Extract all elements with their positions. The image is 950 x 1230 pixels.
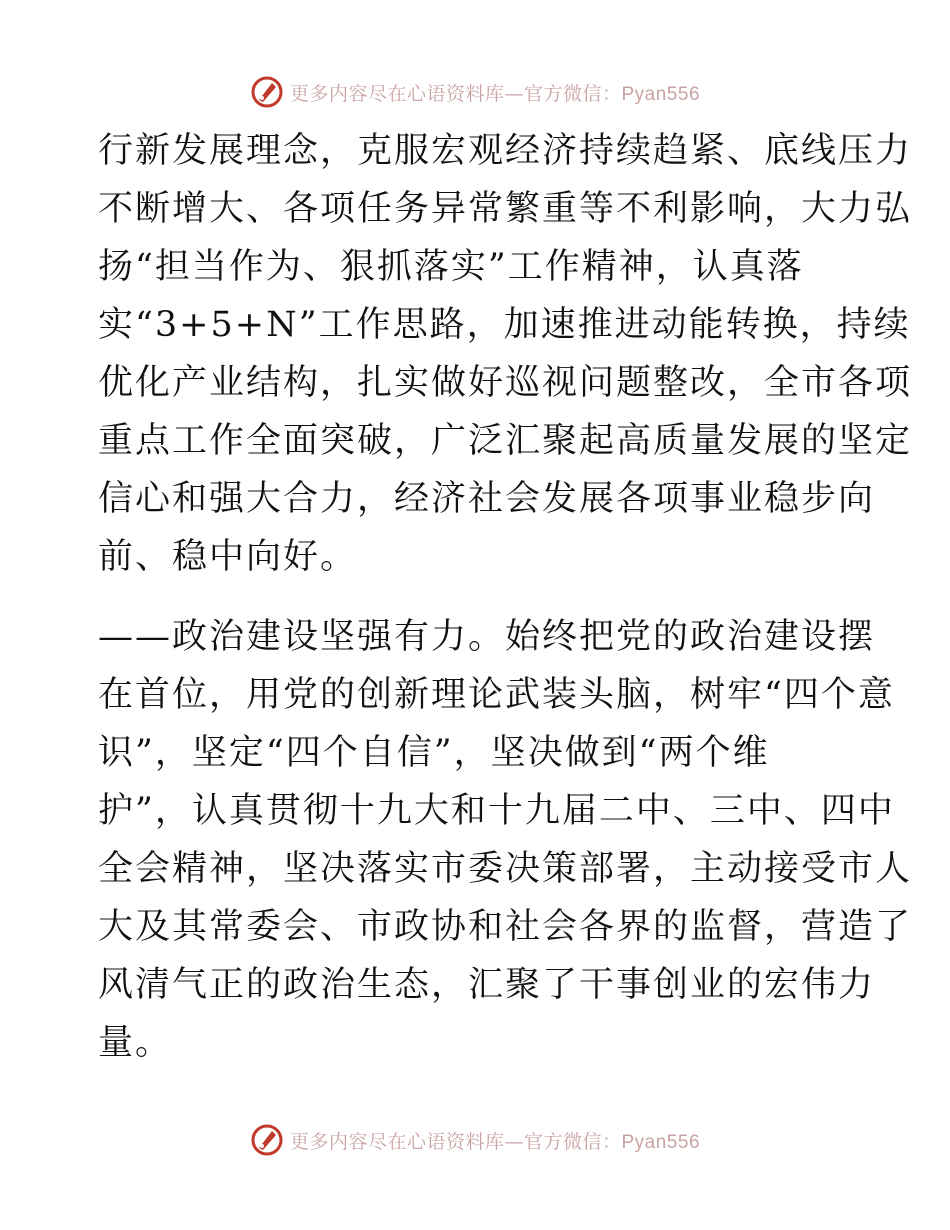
document-body (98, 122, 913, 1072)
text-line: 行新发展理念，克服宏观经济持续趋紧、底线压力 (98, 131, 913, 171)
text-line: 护”，认真贯彻十九大和十九届二中、三中、四中 (98, 791, 895, 831)
text-line: 大及其常委会、市政协和社会各界的监督，营造了 (98, 907, 913, 947)
text-line: 不断增大、各项任务异常繁重等不利影响，大力弘 (98, 189, 913, 229)
text-line: 识”，坚定“四个自信”，坚决做到“两个维 (98, 733, 770, 773)
text-line: 全会精神，坚决落实市委决策部署，主动接受市人 (98, 849, 913, 889)
paragraph (98, 608, 913, 1072)
text-line: 优化产业结构，扎实做好巡视问题整改，全市各项 (98, 363, 913, 403)
watermark-text: 更多内容尽在心语资料库—官方微信：Pyan556 (289, 1130, 701, 1153)
pen-nib-logo-icon (250, 75, 284, 109)
text-line: 重点工作全面突破，广泛汇聚起高质量发展的坚定 (98, 421, 913, 461)
header-watermark-banner (0, 70, 950, 114)
paragraph-spacer (98, 586, 858, 608)
text-line: 扬“担当作为、狠抓落实”工作精神，认真落 (98, 247, 804, 287)
text-line: 信心和强大合力，经济社会发展各项事业稳步向 (98, 479, 876, 519)
text-line: ——政治建设坚强有力。始终把党的政治建设摆 (98, 617, 876, 657)
text-line: 风清气正的政治生态，汇聚了干事创业的宏伟力 (98, 965, 876, 1005)
text-line: 量。 (98, 1023, 173, 1063)
footer-watermark-banner (0, 1118, 950, 1162)
text-line: 在首位，用党的创新理论武装头脑，树牢“四个意 (98, 675, 895, 715)
text-line: 实“3+5+N”工作思路，加速推进动能转换，持续 (98, 305, 911, 345)
pen-nib-logo-icon (250, 1123, 284, 1157)
text-line: 前、稳中向好。 (98, 537, 358, 577)
paragraph (98, 122, 913, 586)
watermark-text: 更多内容尽在心语资料库—官方微信：Pyan556 (289, 82, 701, 105)
